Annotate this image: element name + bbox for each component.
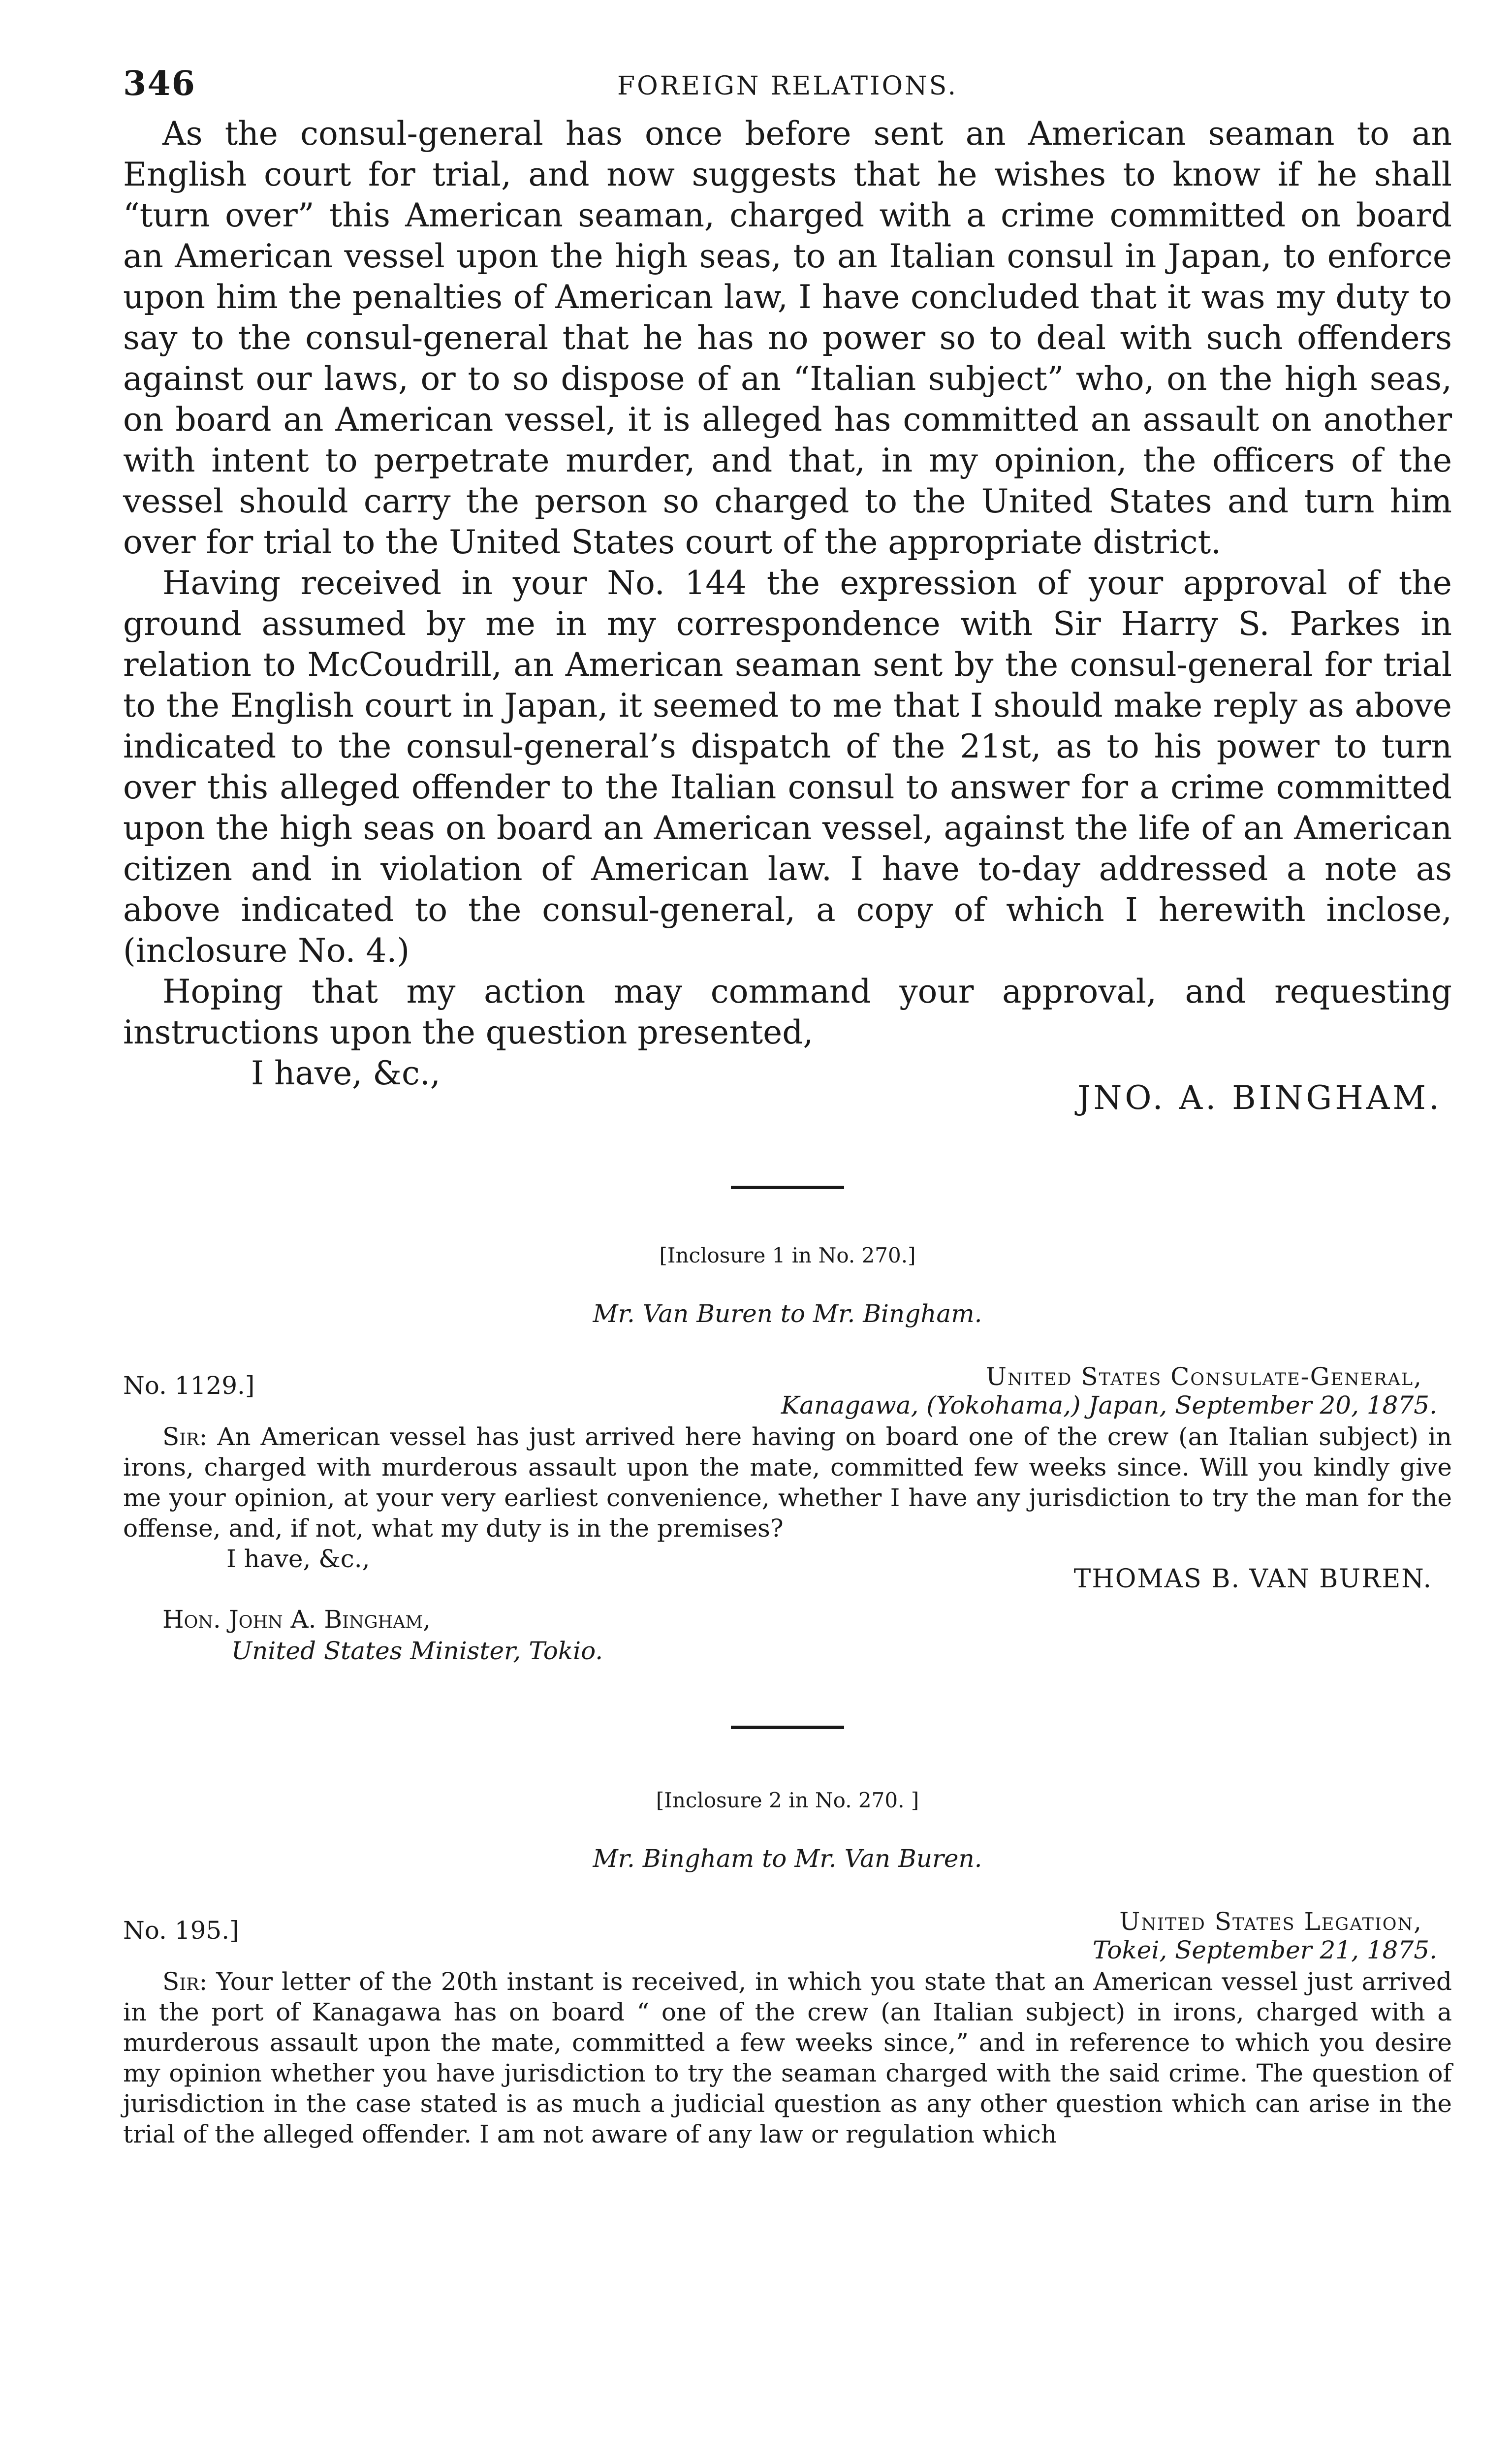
document-page (123, 59, 1452, 2149)
inclosure-2-title: Mr. Bingham to Mr. Van Buren. (593, 1844, 982, 1873)
main-signature: JNO. A. BINGHAM. (1077, 1079, 1442, 1117)
inclosure-2-office: United States Legation, (1119, 1907, 1422, 1936)
inclosure-1-number: No. 1129.] (123, 1371, 255, 1400)
inclosure-1-salutation: Sir (162, 1422, 199, 1451)
inclosure-1-signature: THOMAS B. VAN BUREN. (1073, 1564, 1432, 1594)
inclosure-2-salutation: Sir (162, 1967, 199, 1996)
page-number: 346 (123, 64, 196, 103)
inclosure-2-number: No. 195.] (123, 1916, 239, 1945)
main-closing: I have, &c., (251, 1054, 441, 1092)
inclosure-1-dateline (123, 1362, 1452, 1421)
inclosure-1-label: [Inclosure 1 in No. 270.] (659, 1243, 916, 1267)
page-header (123, 59, 1452, 113)
inclosure-2-body (123, 1966, 1452, 2149)
inclosure-1-closing: I have, &c., (226, 1545, 370, 1573)
main-paragraph-1: As the consul-general has once before sent an American seaman to an English court for trial, and now suggests that he wishes to know if he shall “turn over” this American seaman, charged with a crime committed on board an American vessel upon the high seas, to an Italian consul in Japan, to enforce upon him the penalties of American law, I have concluded that it was my duty to say to the consul-general that he has no power so to deal with such offenders against our laws, or to so dispose of an “Italian subject” who, on the high seas, on board an American vessel, it is alleged has committed an assault on another with intent to perpetrate murder, and that, in my opinion, the officers of the vessel should carry the person so charged to the United States and turn him over for trial to the United States court of the appropriate district. (123, 115, 1452, 561)
inclosure-1-place-date: Kanagawa, (Yokohama,) Japan, September 20, 1875. (781, 1391, 1437, 1420)
addressee-name: Hon. John A. Bingham, (162, 1605, 431, 1634)
inclosure-2-text (123, 1966, 1452, 2149)
inclosure-2-label: [Inclosure 2 in No. 270. ] (656, 1788, 919, 1812)
inclosure-2 (123, 1788, 1452, 2149)
inclosure-1-text (123, 1421, 1452, 1544)
inclosure-2-dateline (123, 1907, 1452, 1966)
inclosure-1-title: Mr. Van Buren to Mr. Bingham. (593, 1299, 982, 1328)
section-divider-2 (731, 1726, 844, 1729)
running-head: FOREIGN RELATIONS. (617, 71, 958, 101)
section-divider-1 (731, 1186, 844, 1189)
inclosure-1-body-text: : An American vessel has just arrived here having on board one of the crew (an Italian subject) in irons, charged with murderous assault upon the mate, committed few weeks since. Will you kindly give me your opinion, at your very earliest convenience, whether I have any jurisdiction to try the man for the offense, and, if not, what my duty is in the premises? (123, 1422, 1452, 1543)
inclosure-2-place-date: Tokei, September 21, 1875. (1092, 1936, 1437, 1964)
inclosure-1 (123, 1243, 1452, 1667)
inclosure-1-addressee (162, 1604, 1452, 1667)
inclosure-1-body (123, 1421, 1452, 1544)
inclosure-2-body-text: : Your letter of the 20th instant is received, in which you state that an American vessel just arrived in the port of Kanagawa has on board “ one of the crew (an Italian subject) in irons, charged with a murderous assault upon the mate, committed a few weeks since,” and in reference to which you desire my opinion whether you have jurisdiction to try the seaman charged with the said crime. The question of jurisdiction in the case stated is as much a judicial question as any other question which can arise in the trial of the alleged offender. I am not aware of any law or regulation which (123, 1967, 1452, 2148)
inclosure-1-office: United States Consulate-General, (985, 1362, 1422, 1391)
main-paragraph-3: Hoping that my action may command your approval, and requesting instructions upon the question presented, (123, 973, 1452, 1051)
main-paragraph-2: Having received in your No. 144 the expression of your approval of the ground assumed by me in my correspondence with Sir Harry S. Parkes in relation to McCoudrill, an American seaman sent by the consul-general for trial to the English court in Japan, it seemed to me that I should make reply as above indicated to the consul-general’s dispatch of the 21st, as to his power to turn over this alleged offender to the Italian consul to answer for a crime committed upon the high seas on board an American vessel, against the life of an American citizen and in violation of American law. I have to-day addressed a note as above indicated to the consul-general, a copy of which I herewith inclose, (inclosure No. 4.) (123, 564, 1452, 970)
main-letter (123, 113, 1452, 1117)
addressee-title: United States Minister, Tokio. (231, 1637, 603, 1665)
